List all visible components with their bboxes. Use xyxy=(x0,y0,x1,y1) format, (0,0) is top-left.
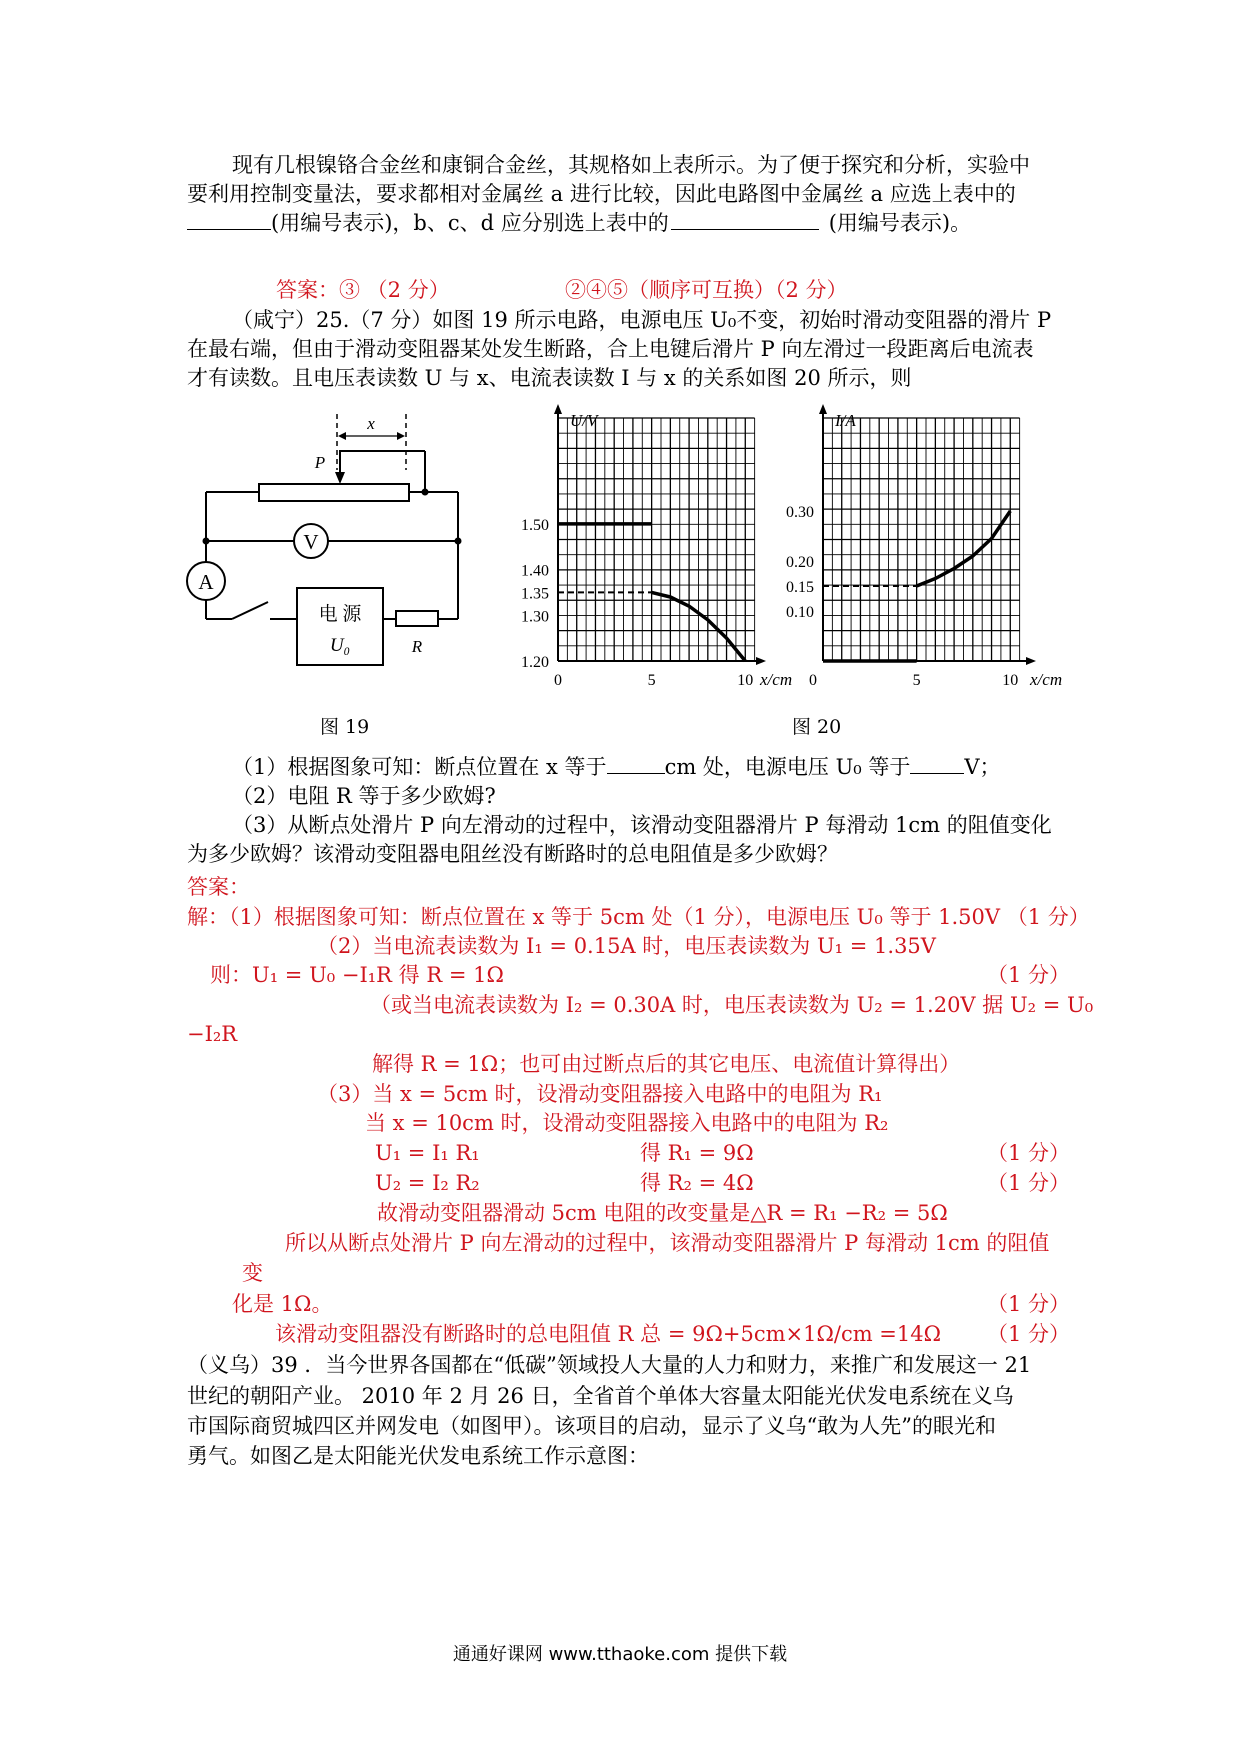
q39-line-2: 世纪的朝阳产业。 2010 年 2 月 26 日，全省首个单体大容量太阳能光伏发电系统在义乌 xyxy=(187,1384,1014,1408)
intro-line-3 xyxy=(187,209,971,237)
slider-p-label: P xyxy=(314,453,326,472)
q25-line-3: 才有读数。且电压表读数 U 与 x、电流表读数 I 与 x 的关系如图 20 所示，则 xyxy=(187,366,912,390)
solution-line-1: 解：（1）根据图象可知：断点位置在 x 等于 5cm 处（1 分），电源电压 U₀ 等于 1.50V （1 分） xyxy=(187,905,1090,929)
solution-mark-5: （1 分） xyxy=(987,1322,1071,1346)
voltage-chart-y-tick: 1.50 xyxy=(521,516,549,534)
current-chart-y-tick: 0.10 xyxy=(786,604,814,621)
current-chart-y-label: I/A xyxy=(835,411,856,430)
question-1-part-c: V； xyxy=(964,755,1001,779)
q25-line-1: （咸宁）25.（7 分）如图 19 所示电路，电源电压 U₀不变，初始时滑动变阻器的滑片 P xyxy=(232,308,1052,332)
current-chart xyxy=(770,400,1080,700)
rheostat xyxy=(259,484,409,501)
solution-heading: 答案： xyxy=(187,875,250,899)
blank-source-voltage xyxy=(910,755,964,774)
answer-blank-bcd xyxy=(671,211,819,230)
question-3-line-2: 为多少欧姆？该滑动变阻器电阻丝没有断路时的总电阻值是多少欧姆？ xyxy=(187,842,838,866)
intro-line-1: 现有几根镍铬合金丝和康铜合金丝，其规格如上表所示。为了便于探究和分析，实验中 xyxy=(232,153,1030,177)
question-1 xyxy=(232,753,1001,781)
solution-line-14: 化是 1Ω。 xyxy=(232,1292,333,1316)
intro-line-3-text: (用编号表示)，b、c、d 应分别选上表中的 xyxy=(271,211,669,235)
current-chart-x-tick: 0 xyxy=(809,672,817,689)
answer-1a: 答案：③ （2 分） xyxy=(276,278,450,302)
question-1-part-b: cm 处，电源电压 U₀ 等于 xyxy=(664,755,911,779)
q39-line-1: （义乌）39 ．当今世界各国都在“低碳”领域投人大量的人力和财力，来推广和发展这一 21 xyxy=(187,1353,1032,1377)
current-chart-y-tick: 0.15 xyxy=(786,579,814,596)
solution-line-13: 变 xyxy=(242,1261,263,1285)
voltage-chart-x-tick: 0 xyxy=(554,672,562,689)
slider-arrow xyxy=(335,472,345,484)
current-chart-x-axis-arrow xyxy=(1026,657,1036,665)
solution-eq-2: U₂ = I₂ R₂ xyxy=(375,1171,480,1195)
q39-line-4: 勇气。如图乙是太阳能光伏发电系统工作示意图： xyxy=(187,1444,649,1468)
figure-20-caption: 图 20 xyxy=(792,716,842,738)
voltage-chart-y-tick: 1.20 xyxy=(521,654,549,671)
solution-line-7: （3）当 x = 5cm 时，设滑动变阻器接入电路中的电阻为 R₁ xyxy=(317,1082,883,1106)
voltage-chart-y-axis-arrow xyxy=(554,404,562,414)
voltmeter-label: V xyxy=(303,530,319,554)
power-source-label: 电 源 xyxy=(318,604,362,625)
q25-line-2: 在最右端，但由于滑动变阻器某处发生断路，合上电键后滑片 P 向左滑过一段距离后电流表 xyxy=(187,337,1034,361)
solution-eq-2-result: 得 R₂ = 4Ω xyxy=(640,1171,754,1195)
blank-break-position xyxy=(607,755,665,774)
solution-line-15: 该滑动变阻器没有断路时的总电阻值 R 总 = 9Ω+5cm×1Ω/cm =14Ω xyxy=(275,1322,942,1346)
solution-line-6: 解得 R = 1Ω；也可由过断点后的其它电压、电流值计算得出） xyxy=(372,1052,961,1076)
q39-line-3: 市国际商贸城四区并网发电（如图甲）。该项目的启动，显示了义乌“敢为人先”的眼光和 xyxy=(187,1414,996,1438)
solution-line-3: 则：U₁ = U₀ −I₁R 得 R = 1Ω xyxy=(210,963,504,987)
voltage-chart-x-label: x/cm xyxy=(760,670,793,689)
solution-mark-4: （1 分） xyxy=(987,1292,1071,1316)
solution-mark-2: （1 分） xyxy=(987,1141,1071,1165)
question-3-line-1: （3）从断点处滑片 P 向左滑动的过程中，该滑动变阻器滑片 P 每滑动 1cm 的阻值变化 xyxy=(232,813,1052,837)
answer-1b: ②④⑤（顺序可互换）（2 分） xyxy=(565,278,848,302)
intro-line-2: 要利用控制变量法，要求都相对金属丝 a 进行比较，因此电路图中金属丝 a 应选上表中的 xyxy=(187,182,1016,206)
x-dimension-label: x xyxy=(367,414,375,433)
ammeter-label: A xyxy=(198,570,214,594)
solution-line-5: −I₂R xyxy=(187,1022,238,1046)
voltage-chart-x-tick: 10 xyxy=(737,672,754,689)
power-source-voltage: U₀ xyxy=(329,635,351,656)
resistor xyxy=(396,611,438,626)
intro-line-3-end: (用编号表示)。 xyxy=(828,211,972,235)
solution-line-4: （或当电流表读数为 I₂ = 0.30A 时，电压表读数为 U₂ = 1.20V 据 U₂ = U₀ xyxy=(370,993,1094,1017)
voltage-chart-y-tick: 1.35 xyxy=(521,585,549,603)
solution-line-12: 所以从断点处滑片 P 向左滑动的过程中，该滑动变阻器滑片 P 每滑动 1cm 的阻值 xyxy=(285,1231,1050,1255)
voltage-chart-y-tick: 1.40 xyxy=(521,562,549,580)
question-1-part-a: （1）根据图象可知：断点位置在 x 等于 xyxy=(232,755,607,779)
answer-blank-a xyxy=(187,211,271,230)
current-chart-x-tick: 5 xyxy=(912,672,921,689)
current-chart-y-axis-arrow xyxy=(819,404,827,414)
current-chart-x-label: x/cm xyxy=(1030,670,1063,689)
voltage-chart-y-tick: 1.30 xyxy=(521,608,549,626)
solution-mark-1: （1 分） xyxy=(987,963,1071,987)
switch xyxy=(232,602,268,619)
solution-eq-1: U₁ = I₁ R₁ xyxy=(375,1141,480,1165)
page-footer: 通通好课网 www.tthaoke.com 提供下载 xyxy=(452,1644,788,1665)
solution-eq-1-result: 得 R₁ = 9Ω xyxy=(640,1141,754,1165)
circuit-diagram xyxy=(180,405,480,690)
solution-line-2: （2）当电流表读数为 I₁ = 0.15A 时，电压表读数为 U₁ = 1.35V xyxy=(317,934,936,958)
voltage-chart xyxy=(510,400,800,700)
question-2: （2）电阻 R 等于多少欧姆? xyxy=(232,784,496,808)
resistor-label: R xyxy=(411,637,423,656)
solution-mark-3: （1 分） xyxy=(987,1171,1071,1195)
voltage-chart-x-axis-arrow xyxy=(756,657,766,665)
voltage-chart-y-label: U/V xyxy=(570,411,598,430)
current-chart-y-tick: 0.30 xyxy=(786,504,814,521)
current-chart-x-tick: 10 xyxy=(1002,672,1019,689)
solution-line-11: 故滑动变阻器滑动 5cm 电阻的改变量是△R = R₁ −R₂ = 5Ω xyxy=(377,1201,948,1225)
voltage-chart-x-tick: 5 xyxy=(647,672,656,689)
current-chart-y-tick: 0.20 xyxy=(786,554,814,571)
solution-line-8: 当 x = 10cm 时，设滑动变阻器接入电路中的电阻为 R₂ xyxy=(365,1111,889,1135)
figure-19-caption: 图 19 xyxy=(320,716,370,738)
